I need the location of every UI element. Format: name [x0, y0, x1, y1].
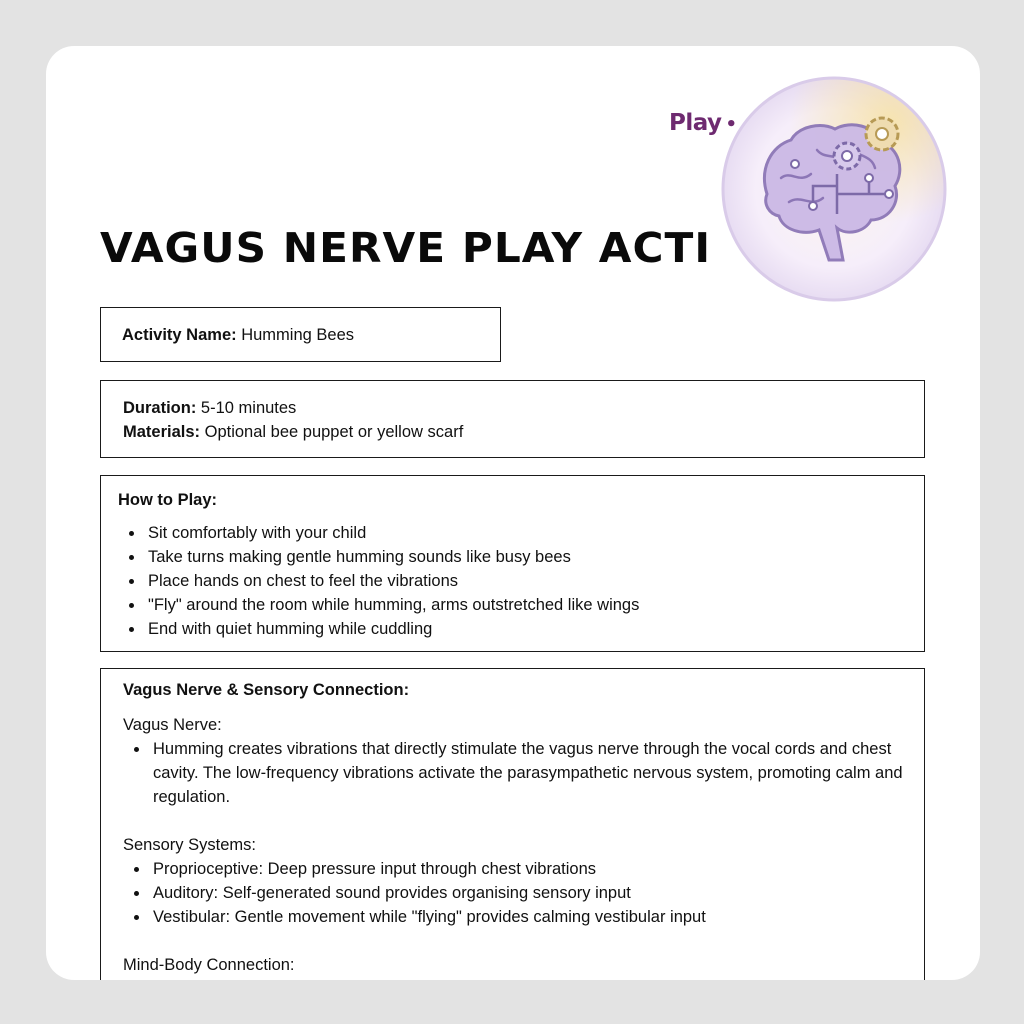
list-item: Take turns making gentle humming sounds like busy bees: [118, 545, 924, 569]
brand-text: Play: [669, 110, 722, 136]
list-item: Proprioceptive: Deep pressure input through chest vibrations: [123, 857, 904, 881]
list-item: End with quiet humming while cuddling: [118, 617, 924, 641]
list-item: Humming creates vibrations that directly stimulate the vagus nerve through the vocal cords and chest cavity. The low-frequency vibrations activate the parasympathetic nervous system, promoting calm and regulation.: [123, 737, 904, 809]
list-item: Vestibular: Gentle movement while "flying" provides calming vestibular input: [123, 905, 904, 929]
activity-name-box: [100, 307, 501, 362]
activity-details-box: [100, 380, 925, 458]
sensory-systems-heading: Sensory Systems:: [123, 836, 256, 854]
list-item: Place hands on chest to feel the vibrations: [118, 569, 924, 593]
vagus-nerve-heading: Vagus Nerve:: [123, 716, 222, 734]
brain-gears-icon: [719, 74, 949, 304]
duration-line: [123, 396, 924, 420]
duration-label: Duration:: [123, 399, 197, 417]
vagus-nerve-list: [123, 737, 924, 809]
sensory-connection-box: [100, 668, 925, 980]
sensory-systems-list: [123, 857, 924, 929]
activity-name-value: Humming Bees: [241, 326, 355, 344]
worksheet-card: [46, 46, 980, 980]
connection-heading: Vagus Nerve & Sensory Connection:: [123, 681, 410, 699]
activity-name-label: Activity Name:: [122, 326, 237, 344]
how-to-play-list: [118, 521, 924, 641]
list-item: Sit comfortably with your child: [118, 521, 924, 545]
materials-line: [123, 420, 924, 444]
mind-body-heading: Mind-Body Connection:: [123, 956, 295, 974]
list-item: "Fly" around the room while humming, arms outstretched like wings: [118, 593, 924, 617]
page-title: VAGUS NERVE PLAY ACTI: [100, 224, 712, 272]
list-item: Auditory: Self-generated sound provides organising sensory input: [123, 881, 904, 905]
materials-value: Optional bee puppet or yellow scarf: [204, 423, 464, 441]
how-to-play-box: [100, 475, 925, 652]
brand-dot: •: [725, 114, 737, 135]
how-to-play-heading: How to Play:: [118, 491, 218, 509]
materials-label: Materials:: [123, 423, 201, 441]
duration-value: 5-10 minutes: [200, 399, 297, 417]
